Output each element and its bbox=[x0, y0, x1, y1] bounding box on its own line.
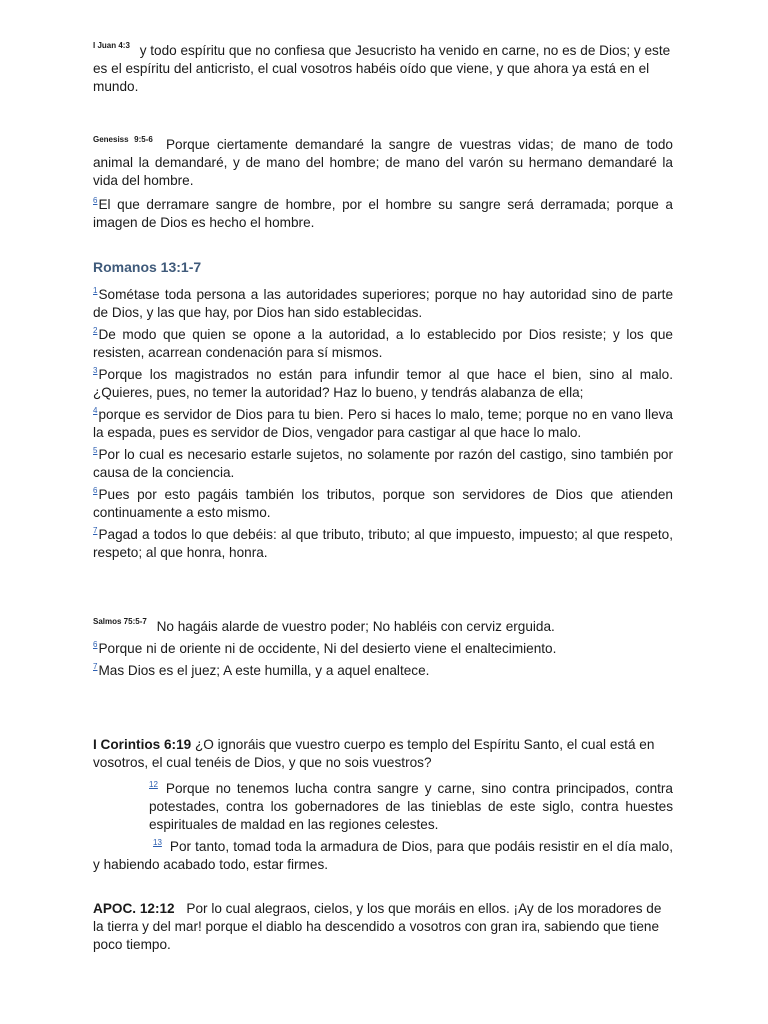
romanos-verse bbox=[93, 366, 673, 402]
verse-number-link[interactable]: 5 bbox=[93, 446, 98, 455]
verse-number-link[interactable]: 6 bbox=[93, 486, 98, 495]
verse-number-link[interactable]: 13 bbox=[153, 838, 162, 847]
romanos-block bbox=[93, 258, 673, 562]
verse-text: Pagad a todos lo que debéis: al que tributo, tributo; al que impuesto, impuesto; al que respeto, respeto; al que honra, honra. bbox=[93, 527, 673, 560]
corintios-text: ¿O ignoráis que vuestro cuerpo es templo del Espíritu Santo, el cual está en vosotros, el cual tenéis de Dios, y que no sois vuestros? bbox=[93, 737, 655, 770]
juan-text: y todo espíritu que no confiesa que Jesucristo ha venido en carne, no es de Dios; y este es el espíritu del anticristo, el cual vosotros habéis oído que viene, y que ahora ya está en el mundo. bbox=[93, 43, 671, 94]
apoc-ref: APOC. 12:12 bbox=[93, 901, 175, 916]
apoc-paragraph bbox=[93, 900, 673, 954]
salmos-paragraph bbox=[93, 618, 673, 636]
verse-text: porque es servidor de Dios para tu bien. Pero si haces lo malo, teme; porque no en vano lleva la espada, pues es servidor de Dios, vengador para castigar al que hace lo malo. bbox=[93, 407, 673, 440]
apoc-text: Por lo cual alegraos, cielos, y los que moráis en ellos. ¡Ay de los moradores de la tierra y del mar! porque el diablo ha descendido a vosotros con gran ira, sabiendo que tiene poco tiempo. bbox=[93, 901, 662, 952]
verse-number-link[interactable]: 6 bbox=[93, 196, 98, 205]
verse-text: Mas Dios es el juez; A este humilla, y a aquel enaltece. bbox=[98, 663, 430, 678]
romanos-heading: Romanos 13:1-7 bbox=[93, 259, 202, 275]
verse-text: De modo que quien se opone a la autoridad, a lo establecido por Dios resiste; y los que resisten, acarrean condenación para sí mismos. bbox=[93, 327, 673, 360]
salmos-ref: Salmos 75:5-7 bbox=[93, 617, 147, 626]
corintios-block bbox=[93, 736, 673, 874]
corintios-ref: I Corintios 6:19 bbox=[93, 737, 192, 752]
juan-paragraph bbox=[93, 42, 673, 96]
salmos-text: No hagáis alarde de vuestro poder; No habléis con cerviz erguida. bbox=[156, 619, 555, 634]
genesis-ref: Genesiss 9:5-6 bbox=[93, 135, 153, 144]
verse-number-link[interactable]: 6 bbox=[93, 640, 98, 649]
romanos-verse bbox=[93, 446, 673, 482]
verse-number-link[interactable]: 3 bbox=[93, 366, 98, 375]
romanos-verse bbox=[93, 486, 673, 522]
verse-number-link[interactable]: 2 bbox=[93, 326, 98, 335]
corintios-verse-13 bbox=[93, 838, 673, 874]
verse-text: Porque ni de oriente ni de occidente, Ni del desierto viene el enaltecimiento. bbox=[98, 641, 557, 656]
romanos-verses bbox=[93, 286, 673, 562]
genesis-verse-6 bbox=[93, 196, 673, 232]
salmos-block bbox=[93, 618, 673, 680]
romanos-verse bbox=[93, 526, 673, 562]
genesis-paragraph bbox=[93, 136, 673, 190]
verse-text: Por tanto, tomad toda la armadura de Dios, para que podáis resistir en el día malo, y habiendo acabado todo, estar firmes. bbox=[93, 839, 673, 872]
genesis-text: Porque ciertamente demandaré la sangre de vuestras vidas; de mano de todo animal la demandaré, y de mano del hombre; de mano del varón su hermano demandaré la vida del hombre. bbox=[93, 137, 673, 188]
verse-number-link[interactable]: 12 bbox=[149, 780, 158, 789]
genesis-block bbox=[93, 136, 673, 232]
apoc-block bbox=[93, 900, 673, 954]
juan-block bbox=[93, 42, 673, 96]
verse-number-link[interactable]: 7 bbox=[93, 526, 98, 535]
genesis-verse-6-text: El que derramare sangre de hombre, por el hombre su sangre será derramada; porque a imagen de Dios es hecho el hombre. bbox=[93, 197, 673, 230]
corintios-verse-12 bbox=[93, 780, 673, 834]
verse-text: Porque no tenemos lucha contra sangre y carne, sino contra principados, contra potestades, contra los gobernadores de las tinieblas de este siglo, contra huestes espirituales de maldad en las regiones celestes. bbox=[149, 781, 673, 832]
corintios-paragraph bbox=[93, 736, 673, 772]
juan-ref: I Juan 4:3 bbox=[93, 41, 130, 50]
verse-text: Porque los magistrados no están para infundir temor al que hace el bien, sino al malo. ¿Quieres, pues, no temer la autoridad? Haz lo bueno, y tendrás alabanza de ella; bbox=[93, 367, 673, 400]
salmos-verse bbox=[93, 662, 673, 680]
romanos-verse bbox=[93, 406, 673, 442]
verse-text: Sométase toda persona a las autoridades superiores; porque no hay autoridad sino de parte de Dios, y las que hay, por Dios han sido establecidas. bbox=[93, 287, 673, 320]
romanos-verse bbox=[93, 286, 673, 322]
romanos-verse bbox=[93, 326, 673, 362]
verse-text: Por lo cual es necesario estarle sujetos, no solamente por razón del castigo, sino también por causa de la conciencia. bbox=[93, 447, 673, 480]
verse-text: Pues por esto pagáis también los tributos, porque son servidores de Dios que atienden continuamente a esto mismo. bbox=[93, 487, 673, 520]
verse-number-link[interactable]: 7 bbox=[93, 662, 98, 671]
verse-number-link[interactable]: 4 bbox=[93, 406, 98, 415]
verse-number-link[interactable]: 1 bbox=[93, 286, 98, 295]
salmos-verse bbox=[93, 640, 673, 658]
